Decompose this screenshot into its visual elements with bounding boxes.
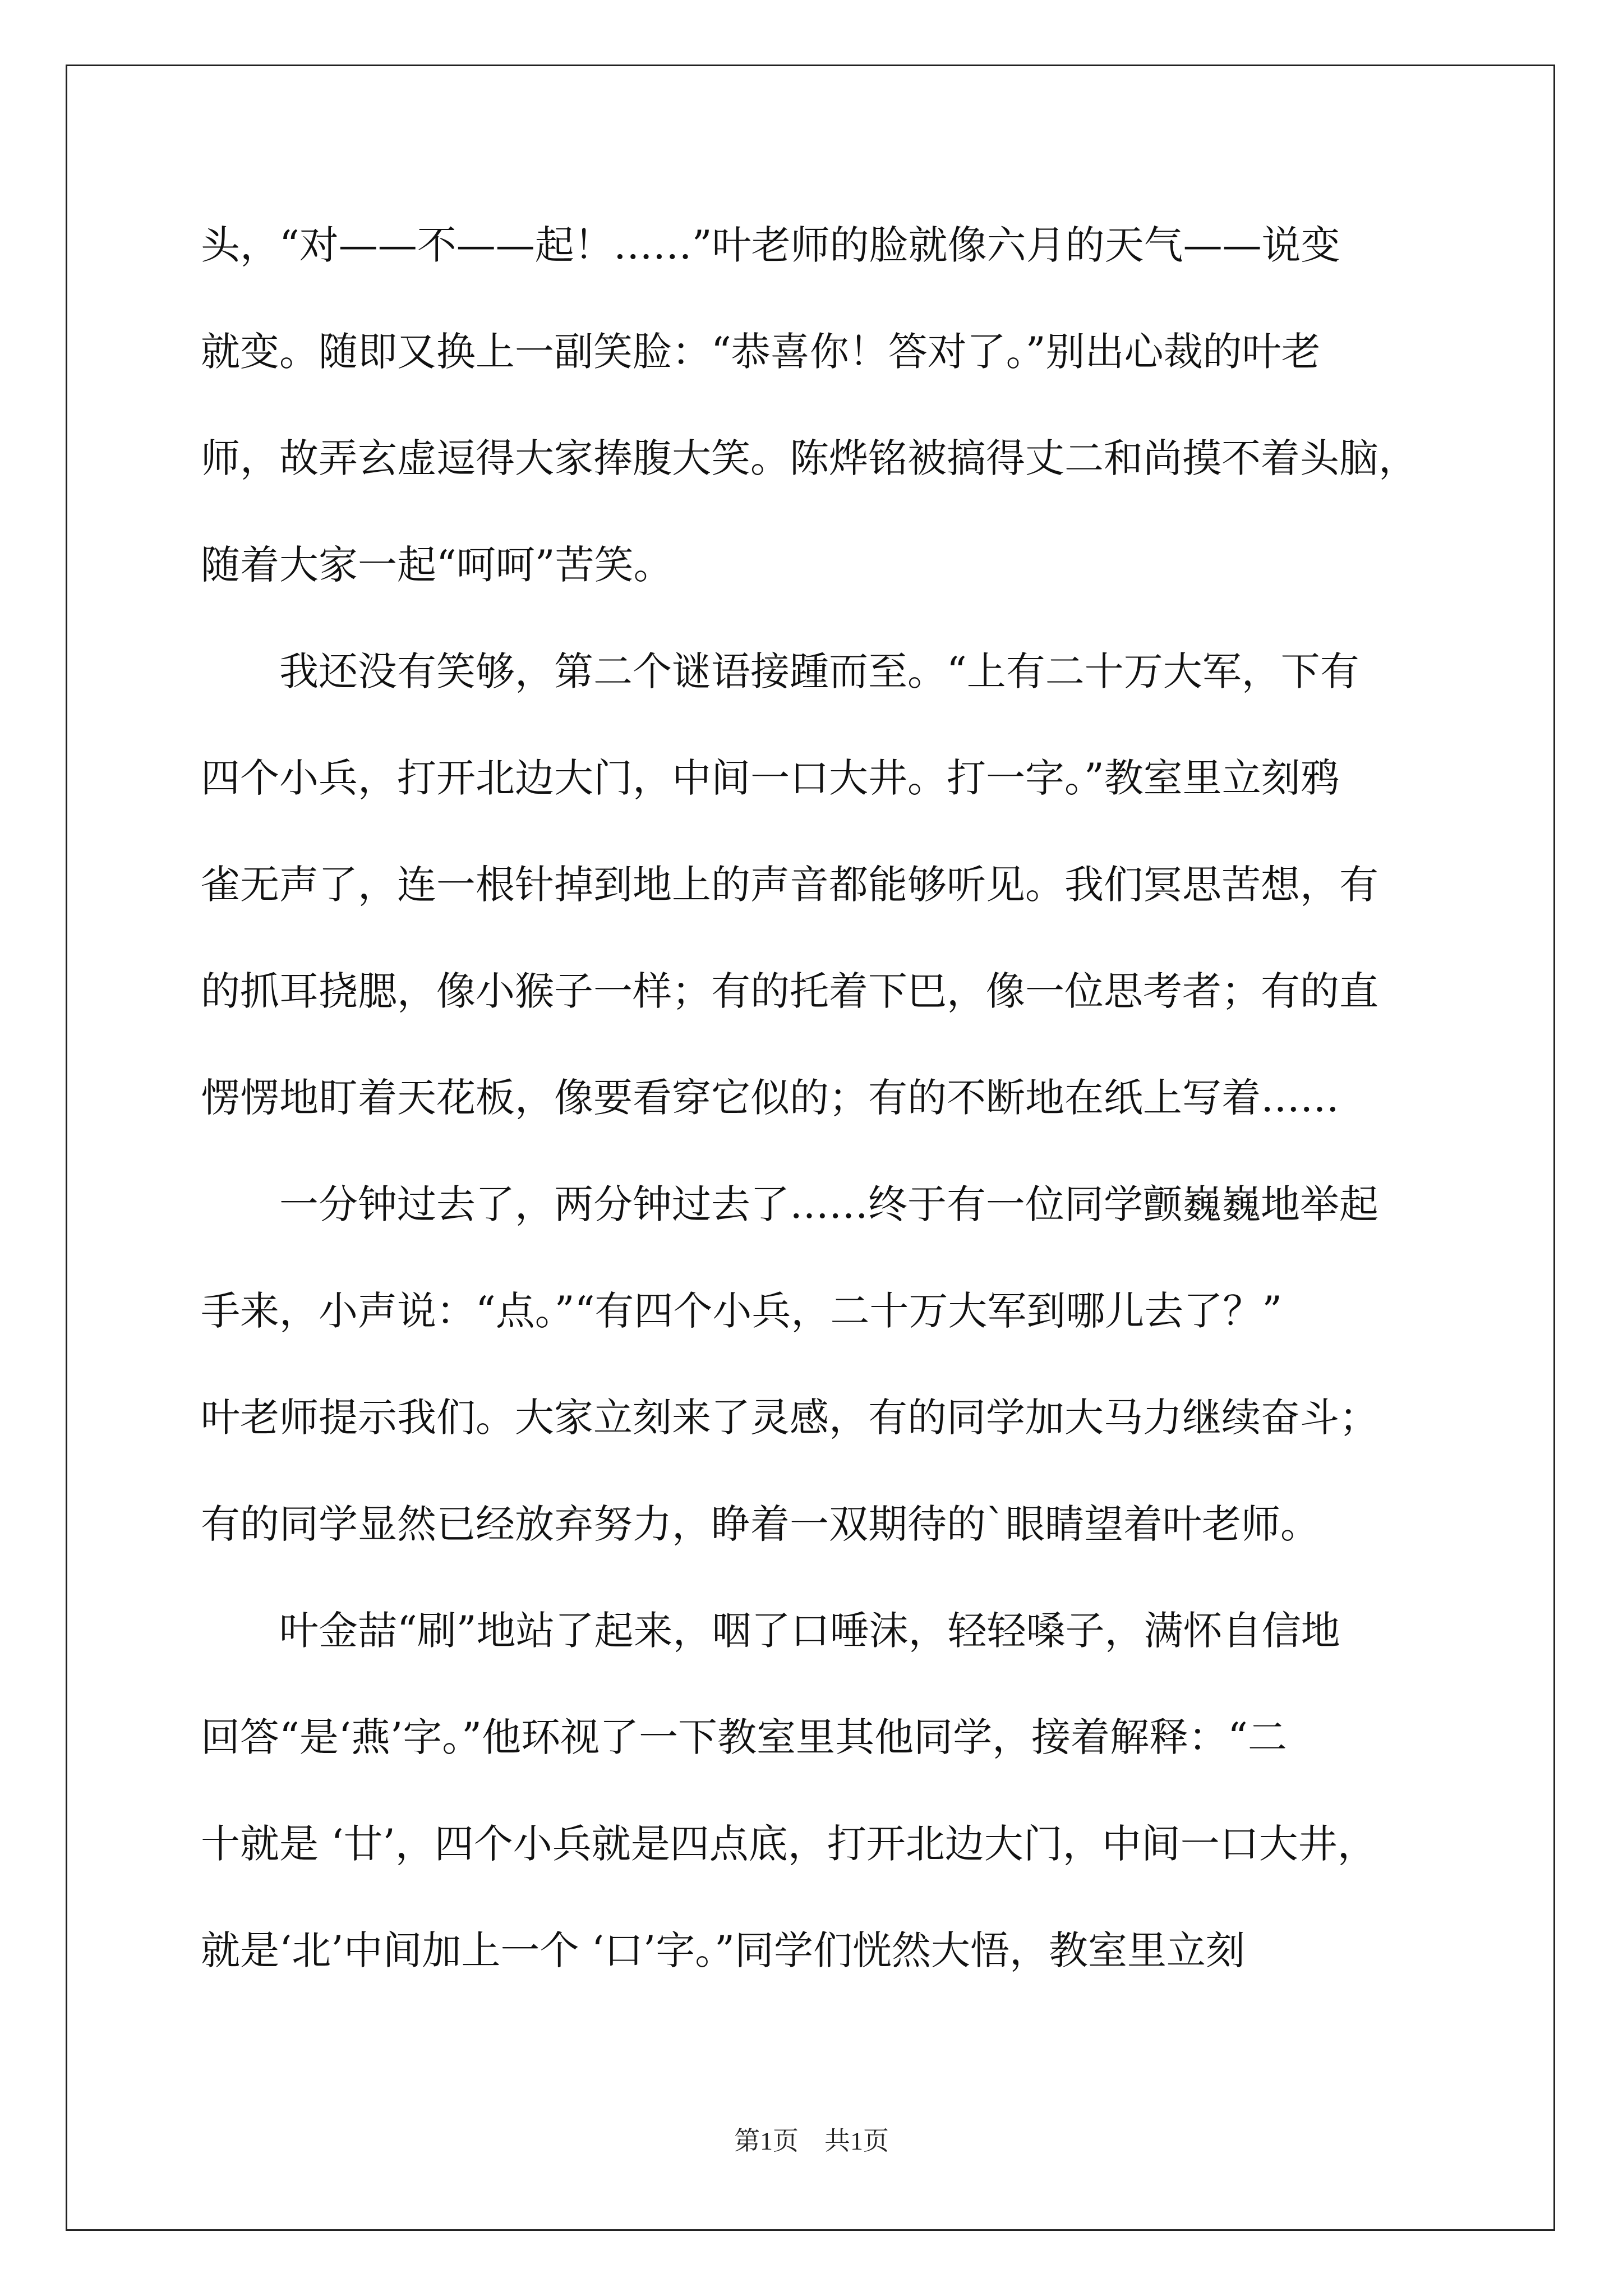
text-line: 的抓耳挠腮，像小猴子一样；有的托着下巴，像一位思考者；有的直 xyxy=(201,968,1378,1014)
text-line: 随着大家一起“呵呵”苦笑。 xyxy=(201,542,673,588)
text-line: 四个小兵，打开北边大门，中间一口大井。打一字。”教室里立刻鸦 xyxy=(201,755,1340,801)
text-line: 愣愣地盯着天花板，像要看穿它似的；有的不断地在纸上写着…… xyxy=(201,1075,1339,1121)
text-line: 叶老师提示我们。大家立刻来了灵感，有的同学加大马力继续奋斗； xyxy=(201,1395,1378,1441)
text-line: 回答“是‘燕’字。”他环视了一下教室里其他同学，接着解释：“二 xyxy=(201,1714,1287,1760)
text-line: 手来，小声说：“点。”“有四个小兵，二十万大军到哪儿去了？” xyxy=(201,1288,1283,1334)
text-line: 一分钟过去了，两分钟过去了……终于有一位同学颤巍巍地举起 xyxy=(279,1181,1378,1227)
text-line: 十就是 ‘廿’，四个小兵就是四点底，打开北边大门，中间一口大井， xyxy=(201,1821,1377,1867)
text-line: 头，“对——不——起！……”叶老师的脸就像六月的天气——说变 xyxy=(201,222,1340,268)
text-line: 我还没有笑够，第二个谜语接踵而至。“上有二十万大军，下有 xyxy=(279,648,1359,694)
document-body xyxy=(201,214,1435,2026)
text-line: 师，故弄玄虚逗得大家捧腹大笑。陈烨铭被搞得丈二和尚摸不着头脑， xyxy=(201,435,1418,481)
text-line: 叶金喆“刷”地站了起来，咽了口唾沫，轻轻嗓子，满怀自信地 xyxy=(279,1608,1340,1654)
text-line: 就是‘北’中间加上一个 ‘口’字。”同学们恍然大悟，教室里立刻 xyxy=(201,1927,1246,1973)
text-line: 有的同学显然已经放弃努力，睁着一双期待的`眼睛望着叶老师。 xyxy=(201,1501,1320,1547)
text-line: 雀无声了，连一根针掉到地上的声音都能够听见。我们冥思苦想，有 xyxy=(201,862,1378,908)
page-number-footer: 第1页 共1页 xyxy=(734,2127,889,2155)
text-line: 就变。随即又换上一副笑脸：“恭喜你！答对了。”别出心裁的叶老 xyxy=(201,329,1321,375)
